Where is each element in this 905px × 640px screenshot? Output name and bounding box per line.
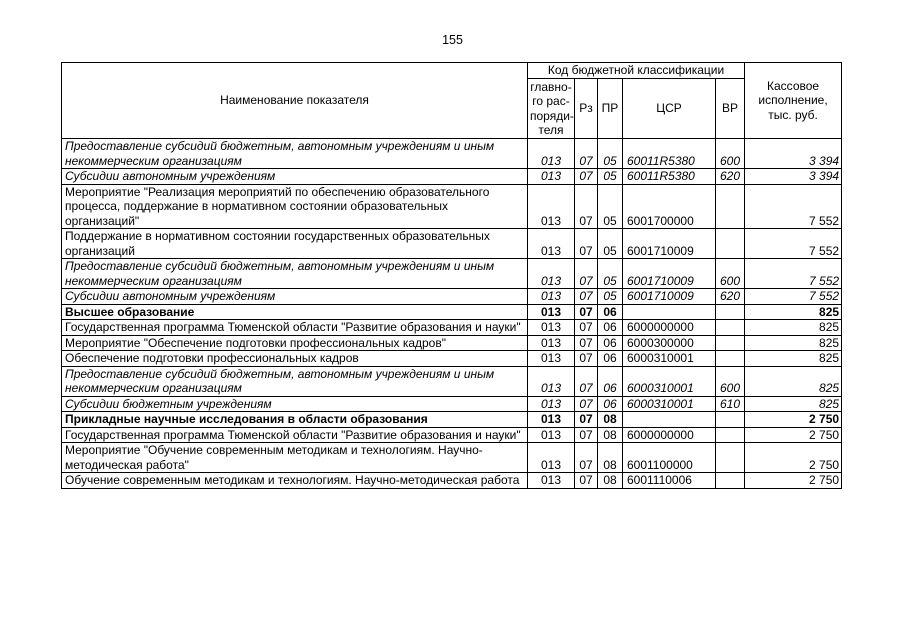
row-name: Высшее образование <box>62 304 528 320</box>
table-row <box>62 169 842 185</box>
row-grbs: 013 <box>528 169 575 185</box>
budget-table <box>61 62 842 489</box>
row-name: Поддержание в нормативном состоянии государственных образовательных организаций <box>62 229 528 259</box>
row-rz: 07 <box>575 427 598 443</box>
page-number: 155 <box>442 33 463 47</box>
row-name: Мероприятие "Обеспечение подготовки профессиональных кадров" <box>62 335 528 351</box>
row-rz: 07 <box>575 443 598 473</box>
row-name: Субсидии автономным учреждениям <box>62 289 528 305</box>
row-pr: 05 <box>598 169 623 185</box>
row-amount: 825 <box>745 304 842 320</box>
row-amount: 7 552 <box>745 289 842 305</box>
table-row <box>62 412 842 428</box>
header-csr: ЦСР <box>623 79 716 139</box>
row-pr: 06 <box>598 396 623 412</box>
row-csr <box>623 304 716 320</box>
row-vr: 620 <box>716 289 745 305</box>
row-rz: 07 <box>575 139 598 169</box>
row-grbs: 013 <box>528 320 575 336</box>
row-vr <box>716 184 745 229</box>
row-csr: 6001700000 <box>623 184 716 229</box>
row-name: Государственная программа Тюменской области "Развитие образования и науки" <box>62 320 528 336</box>
row-amount: 2 750 <box>745 473 842 489</box>
row-csr: 6000310001 <box>623 396 716 412</box>
row-rz: 07 <box>575 169 598 185</box>
row-amount: 825 <box>745 366 842 396</box>
row-vr: 610 <box>716 396 745 412</box>
row-pr: 05 <box>598 229 623 259</box>
row-grbs: 013 <box>528 184 575 229</box>
row-amount: 7 552 <box>745 259 842 289</box>
row-name: Обучение современным методикам и технологиям. Научно-методическая работа <box>62 473 528 489</box>
row-name: Государственная программа Тюменской области "Развитие образования и науки" <box>62 427 528 443</box>
table-row <box>62 320 842 336</box>
row-rz: 07 <box>575 184 598 229</box>
row-vr <box>716 229 745 259</box>
row-csr: 6000000000 <box>623 320 716 336</box>
row-grbs: 013 <box>528 396 575 412</box>
table-row <box>62 304 842 320</box>
row-pr: 06 <box>598 351 623 367</box>
row-vr <box>716 412 745 428</box>
row-rz: 07 <box>575 229 598 259</box>
row-amount: 7 552 <box>745 184 842 229</box>
table-row <box>62 139 842 169</box>
header-row-top <box>62 63 842 79</box>
table-row <box>62 184 842 229</box>
header-manager: главно-го рас-поряди-теля <box>528 79 575 139</box>
row-pr: 06 <box>598 320 623 336</box>
table-row <box>62 473 842 489</box>
row-pr: 06 <box>598 304 623 320</box>
row-csr: 6001710009 <box>623 259 716 289</box>
header-budget-code: Код бюджетной классификации <box>528 63 745 79</box>
row-grbs: 013 <box>528 304 575 320</box>
row-rz: 07 <box>575 366 598 396</box>
row-rz: 07 <box>575 259 598 289</box>
row-csr: 6000310001 <box>623 351 716 367</box>
header-name: Наименование показателя <box>62 63 528 139</box>
header-rz: Рз <box>575 79 598 139</box>
row-rz: 07 <box>575 396 598 412</box>
row-amount: 3 394 <box>745 169 842 185</box>
row-rz: 07 <box>575 335 598 351</box>
row-vr <box>716 320 745 336</box>
row-pr: 06 <box>598 366 623 396</box>
table-row <box>62 366 842 396</box>
row-rz: 07 <box>575 473 598 489</box>
row-pr: 05 <box>598 289 623 305</box>
row-name: Мероприятие "Обучение современным методикам и технологиям. Научно-методическая работа" <box>62 443 528 473</box>
row-rz: 07 <box>575 412 598 428</box>
row-csr: 6000300000 <box>623 335 716 351</box>
row-csr: 6000310001 <box>623 366 716 396</box>
row-grbs: 013 <box>528 259 575 289</box>
row-grbs: 013 <box>528 289 575 305</box>
row-csr: 6001710009 <box>623 289 716 305</box>
row-grbs: 013 <box>528 139 575 169</box>
row-pr: 08 <box>598 412 623 428</box>
row-amount: 2 750 <box>745 443 842 473</box>
row-vr: 600 <box>716 366 745 396</box>
row-vr <box>716 304 745 320</box>
row-vr <box>716 473 745 489</box>
row-vr: 600 <box>716 259 745 289</box>
table-row <box>62 396 842 412</box>
row-amount: 2 750 <box>745 412 842 428</box>
table-row <box>62 443 842 473</box>
row-amount: 825 <box>745 351 842 367</box>
row-grbs: 013 <box>528 443 575 473</box>
row-pr: 05 <box>598 259 623 289</box>
table-row <box>62 259 842 289</box>
header-vr: ВР <box>716 79 745 139</box>
row-name: Прикладные научные исследования в области образования <box>62 412 528 428</box>
row-name: Субсидии автономным учреждениям <box>62 169 528 185</box>
row-amount: 3 394 <box>745 139 842 169</box>
row-rz: 07 <box>575 289 598 305</box>
table-row <box>62 229 842 259</box>
row-grbs: 013 <box>528 366 575 396</box>
table-row <box>62 335 842 351</box>
row-name: Обеспечение подготовки профессиональных кадров <box>62 351 528 367</box>
row-name: Предоставление субсидий бюджетным, автономным учреждениям и иным некоммерческим организациям <box>62 139 528 169</box>
row-grbs: 013 <box>528 351 575 367</box>
header-pr: ПР <box>598 79 623 139</box>
row-pr: 08 <box>598 427 623 443</box>
row-pr: 08 <box>598 443 623 473</box>
row-pr: 08 <box>598 473 623 489</box>
row-grbs: 013 <box>528 473 575 489</box>
row-csr: 6001110006 <box>623 473 716 489</box>
row-vr <box>716 351 745 367</box>
row-grbs: 013 <box>528 427 575 443</box>
row-name: Мероприятие "Реализация мероприятий по обеспечению образовательного процесса, поддержание в нормативном состоянии образовательных организаций" <box>62 184 528 229</box>
row-vr: 600 <box>716 139 745 169</box>
table-row <box>62 289 842 305</box>
row-grbs: 013 <box>528 412 575 428</box>
row-name: Предоставление субсидий бюджетным, автономным учреждениям и иным некоммерческим организациям <box>62 259 528 289</box>
row-csr: 60011R5380 <box>623 139 716 169</box>
row-amount: 825 <box>745 396 842 412</box>
table-row <box>62 427 842 443</box>
row-rz: 07 <box>575 320 598 336</box>
row-amount: 7 552 <box>745 229 842 259</box>
row-vr <box>716 427 745 443</box>
row-csr <box>623 412 716 428</box>
table-row <box>62 351 842 367</box>
row-csr: 6000000000 <box>623 427 716 443</box>
row-vr <box>716 335 745 351</box>
row-name: Предоставление субсидий бюджетным, автономным учреждениям и иным некоммерческим организациям <box>62 366 528 396</box>
header-amount: Кассовое исполнение, тыс. руб. <box>745 63 842 139</box>
row-vr <box>716 443 745 473</box>
row-amount: 2 750 <box>745 427 842 443</box>
row-amount: 825 <box>745 335 842 351</box>
table-body <box>62 139 842 489</box>
row-pr: 05 <box>598 184 623 229</box>
row-rz: 07 <box>575 351 598 367</box>
row-amount: 825 <box>745 320 842 336</box>
row-name: Субсидии бюджетным учреждениям <box>62 396 528 412</box>
row-grbs: 013 <box>528 229 575 259</box>
row-vr: 620 <box>716 169 745 185</box>
row-pr: 05 <box>598 139 623 169</box>
row-csr: 6001710009 <box>623 229 716 259</box>
row-grbs: 013 <box>528 335 575 351</box>
row-csr: 60011R5380 <box>623 169 716 185</box>
row-pr: 06 <box>598 335 623 351</box>
row-csr: 6001100000 <box>623 443 716 473</box>
row-rz: 07 <box>575 304 598 320</box>
